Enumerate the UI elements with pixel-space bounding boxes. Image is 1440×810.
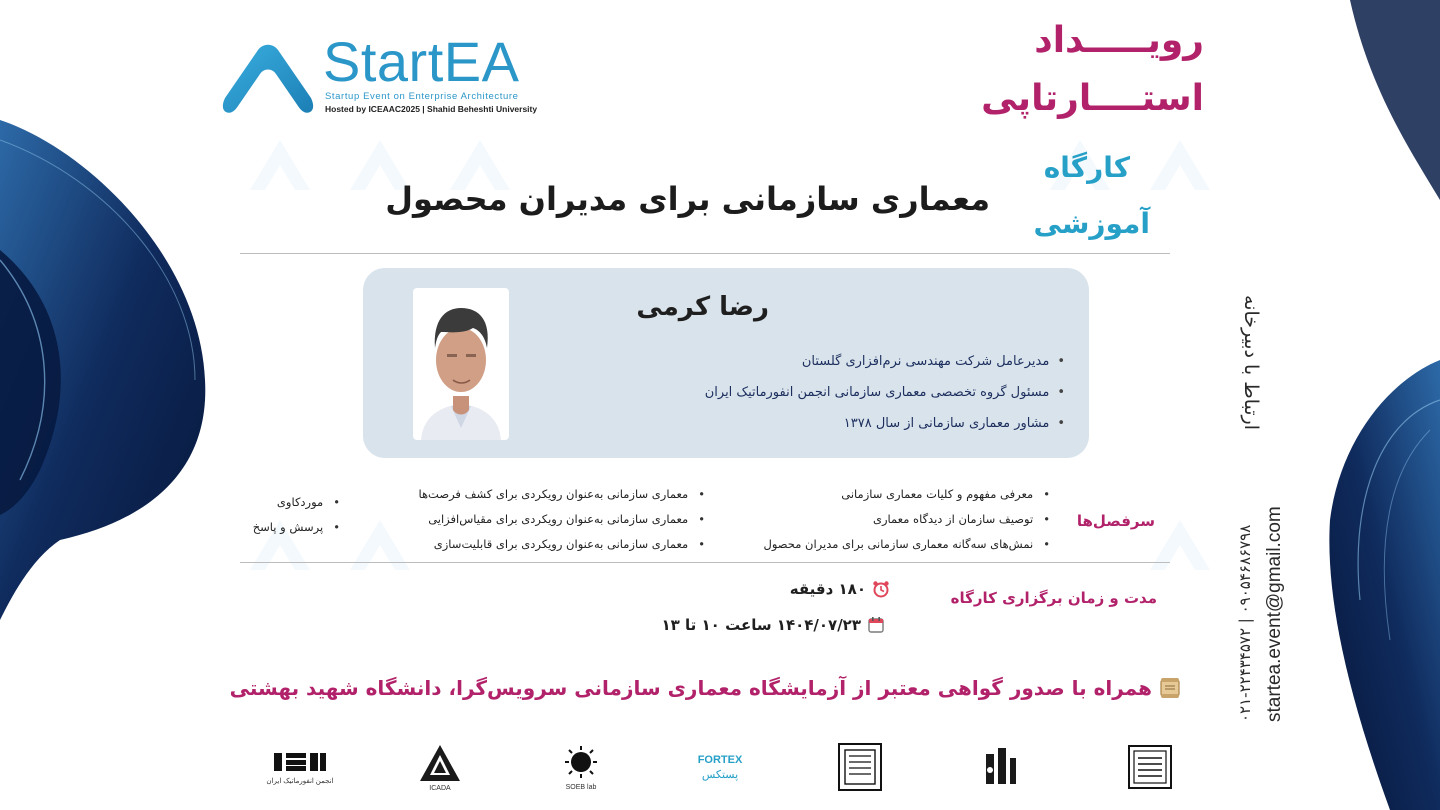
speaker-photo — [413, 288, 509, 440]
schedule-label: مدت و زمان برگزاری کارگاه — [950, 589, 1157, 607]
logo-hosted-by: Hosted by ICEAAC2025 | Shahid Beheshti University — [325, 104, 538, 114]
topic-item: • توصیف سازمان از دیدگاه معماری — [764, 507, 1051, 532]
topic-item: • معماری سازمانی به‌عنوان رویکردی برای مقیاس‌افزایی — [418, 507, 705, 532]
speaker-name: رضا کرمی — [636, 292, 769, 322]
partner-logo-icada — [415, 738, 465, 796]
event-title-line2: استــــارتاپی — [981, 78, 1204, 119]
speaker-bio-list — [705, 346, 1065, 439]
alarm-clock-icon — [872, 580, 890, 598]
topics-column-3 — [253, 490, 340, 540]
right-decorative-swirl — [1270, 0, 1440, 810]
logo-subtitle: Startup Event on Enterprise Architecture — [325, 91, 519, 102]
startea-logo-mark — [220, 40, 316, 118]
speaker-bio-item: • مدیرعامل شرکت مهندسی نرم‌افزاری گلستان — [705, 346, 1065, 377]
divider-top — [240, 253, 1170, 254]
fortex-caption: پستکس — [701, 768, 739, 781]
event-title — [981, 12, 1204, 128]
divider-bottom — [240, 562, 1170, 563]
startea-logo — [220, 30, 565, 120]
certificate-line — [230, 676, 1182, 700]
schedule-duration — [790, 580, 890, 598]
datetime-value: ۱۴۰۴/۰۷/۲۳ ساعت ۱۰ تا ۱۳ — [661, 616, 861, 634]
topics-column-2 — [418, 482, 705, 557]
logo-title: StartEA — [323, 30, 520, 93]
duration-value: ۱۸۰ دقیقه — [789, 580, 866, 598]
topics-label: سرفصل‌ها — [1076, 512, 1155, 530]
contact-phone[interactable]: ۰۲۱-۲۲۴۳۴۵۷۲ | ۰۹۰۵۴۶۸۶۷۹۸ — [1236, 524, 1254, 722]
scroll-icon — [1158, 676, 1182, 700]
speaker-bio-item: • مسئول گروه تخصصی معماری سازمانی انجمن انفورماتیک ایران — [705, 377, 1065, 408]
topic-item: • نمش‌های سه‌گانه معماری سازمانی برای مدیران محصول — [764, 532, 1051, 557]
icada-logo-icon — [418, 743, 462, 783]
left-decorative-swirl — [0, 0, 230, 810]
speaker-bio-item: • مشاور معماری سازمانی از سال ۱۳۷۸ — [705, 408, 1065, 439]
certificate-text: همراه با صدور گواهی معتبر از آزمایشگاه معماری سازمانی سرویس‌گرا، دانشگاه شهید بهشتی — [229, 676, 1152, 700]
speaker-card — [363, 268, 1089, 458]
contact-email[interactable]: startea.event@gmail.com — [1264, 506, 1285, 722]
tower-logo-icon — [980, 744, 1020, 790]
topic-item: • معرفی مفهوم و کلیات معماری سازمانی — [764, 482, 1051, 507]
partner-logo-university — [1125, 738, 1175, 796]
soeb-lab-caption: SOEB lab — [565, 783, 597, 791]
partner-logo-soeb-lab — [556, 738, 606, 796]
workshop-title: معماری سازمانی برای مدیران محصول — [385, 180, 990, 218]
workshop-kind-line1: کارگاه — [1043, 151, 1130, 184]
topic-item: • معماری سازمانی به‌عنوان رویکردی برای قابلیت‌سازی — [418, 532, 705, 557]
partner-logo-sbu-lab — [835, 738, 885, 796]
schedule-datetime — [662, 616, 886, 634]
isi-logo-icon — [272, 749, 328, 775]
partner-logo-tower — [975, 738, 1025, 796]
university-seal-icon — [1127, 744, 1173, 790]
topic-item: • معماری سازمانی به‌عنوان رویکردی برای کشف فرصت‌ها — [418, 482, 705, 507]
partner-logo-isi — [266, 738, 334, 796]
topics-column-1 — [764, 482, 1051, 557]
topic-item: • پرسش و پاسخ — [253, 515, 340, 540]
contact-label: ارتباط با دبیرخانه — [1240, 295, 1262, 430]
partner-logos — [260, 738, 1190, 798]
fortex-mark: FORTEX — [697, 753, 743, 766]
event-title-line1: رویـــــداد — [1034, 20, 1204, 61]
topic-item: • موردکاوی — [253, 490, 340, 515]
isi-caption: انجمن انفورماتیک ایران — [266, 778, 334, 785]
workshop-kind — [1010, 140, 1150, 252]
soeb-lab-logo-icon — [561, 744, 601, 782]
sbu-lab-seal-icon — [837, 742, 883, 792]
partner-logo-fortex — [690, 738, 750, 796]
calendar-icon — [867, 616, 885, 634]
workshop-kind-line2: آموزشی — [1033, 207, 1150, 240]
icada-caption: ICADA — [429, 784, 451, 792]
